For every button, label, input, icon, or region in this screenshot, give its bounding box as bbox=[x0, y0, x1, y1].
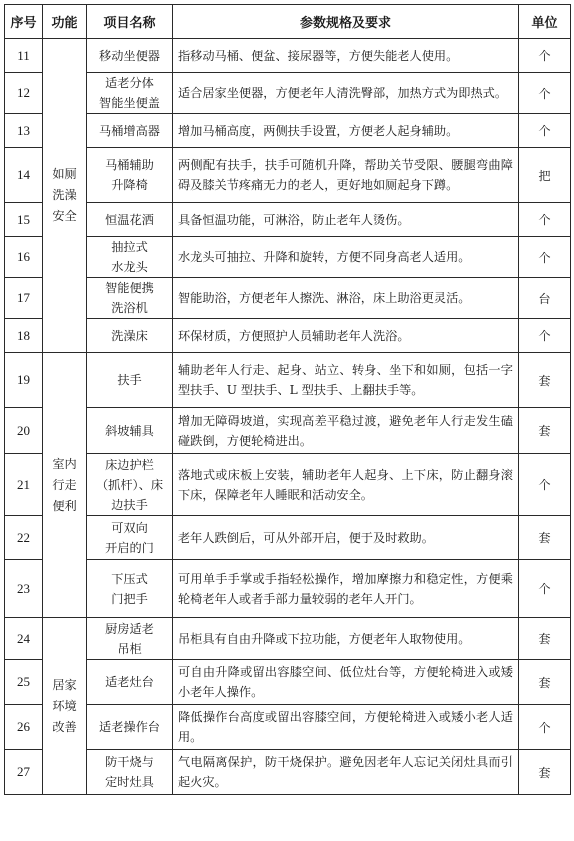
item-spec: 增加马桶高度，两侧扶手设置，方便老人起身辅助。 bbox=[173, 114, 519, 148]
table-row bbox=[5, 516, 571, 560]
item-unit: 套 bbox=[519, 618, 571, 660]
table-body bbox=[5, 39, 571, 795]
item-unit: 个 bbox=[519, 203, 571, 237]
item-unit: 套 bbox=[519, 353, 571, 408]
item-unit: 个 bbox=[519, 705, 571, 750]
item-spec: 指移动马桶、便盆、接尿器等，方便失能老人使用。 bbox=[173, 39, 519, 73]
item-name: 斜坡辅具 bbox=[87, 408, 173, 454]
item-unit: 套 bbox=[519, 660, 571, 705]
header-seq: 序号 bbox=[5, 5, 43, 39]
item-spec: 老年人跌倒后，可从外部开启，便于及时救助。 bbox=[173, 516, 519, 560]
item-name: 适老分体 智能坐便盖 bbox=[87, 73, 173, 114]
item-unit: 个 bbox=[519, 73, 571, 114]
table-row bbox=[5, 705, 571, 750]
table-row bbox=[5, 454, 571, 516]
item-spec: 智能助浴，方便老年人擦洗、淋浴，床上助浴更灵活。 bbox=[173, 278, 519, 319]
item-name: 下压式 门把手 bbox=[87, 560, 173, 618]
item-name: 床边护栏 （抓杆）、床 边扶手 bbox=[87, 454, 173, 516]
row-number: 20 bbox=[5, 408, 43, 454]
item-spec: 两侧配有扶手，扶手可随机升降，帮助关节受限、腰腿弯曲障碍及膝关节疼痛无力的老人，更好地如厕起身下蹲。 bbox=[173, 148, 519, 203]
item-spec: 吊柜具有自由升降或下拉功能，方便老年人取物使用。 bbox=[173, 618, 519, 660]
row-number: 24 bbox=[5, 618, 43, 660]
table-row bbox=[5, 278, 571, 319]
item-unit: 套 bbox=[519, 408, 571, 454]
item-unit: 个 bbox=[519, 237, 571, 278]
header-unit: 单位 bbox=[519, 5, 571, 39]
item-unit: 个 bbox=[519, 319, 571, 353]
function-category: 室内 行走 便利 bbox=[43, 353, 87, 618]
row-number: 27 bbox=[5, 750, 43, 795]
table-row bbox=[5, 408, 571, 454]
item-unit: 台 bbox=[519, 278, 571, 319]
header-function: 功能 bbox=[43, 5, 87, 39]
item-name: 恒温花洒 bbox=[87, 203, 173, 237]
function-category: 居家 环境 改善 bbox=[43, 618, 87, 795]
table-row bbox=[5, 353, 571, 408]
row-number: 12 bbox=[5, 73, 43, 114]
header-spec: 参数规格及要求 bbox=[173, 5, 519, 39]
header-item: 项目名称 bbox=[87, 5, 173, 39]
item-name: 适老操作台 bbox=[87, 705, 173, 750]
item-name: 扶手 bbox=[87, 353, 173, 408]
item-spec: 辅助老年人行走、起身、站立、转身、坐下和如厕，包括一字型扶手、U 型扶手、L 型扶手、上翻扶手等。 bbox=[173, 353, 519, 408]
item-name: 智能便携 洗浴机 bbox=[87, 278, 173, 319]
item-name: 防干烧与 定时灶具 bbox=[87, 750, 173, 795]
row-number: 23 bbox=[5, 560, 43, 618]
table-row bbox=[5, 237, 571, 278]
item-unit: 个 bbox=[519, 39, 571, 73]
item-name: 适老灶台 bbox=[87, 660, 173, 705]
row-number: 26 bbox=[5, 705, 43, 750]
row-number: 18 bbox=[5, 319, 43, 353]
item-name: 移动坐便器 bbox=[87, 39, 173, 73]
item-unit: 个 bbox=[519, 560, 571, 618]
item-spec: 降低操作台高度或留出容膝空间，方便轮椅进入或矮小老人适用。 bbox=[173, 705, 519, 750]
row-number: 13 bbox=[5, 114, 43, 148]
item-spec: 气电隔离保护，防干烧保护。避免因老年人忘记关闭灶具而引起火灾。 bbox=[173, 750, 519, 795]
row-number: 17 bbox=[5, 278, 43, 319]
table-row bbox=[5, 39, 571, 73]
table-row bbox=[5, 660, 571, 705]
row-number: 19 bbox=[5, 353, 43, 408]
table-row bbox=[5, 114, 571, 148]
row-number: 16 bbox=[5, 237, 43, 278]
function-category: 如厕 洗澡 安全 bbox=[43, 39, 87, 353]
item-name: 可双向 开启的门 bbox=[87, 516, 173, 560]
row-number: 15 bbox=[5, 203, 43, 237]
item-spec: 可自由升降或留出容膝空间、低位灶台等，方便轮椅进入或矮小老年人操作。 bbox=[173, 660, 519, 705]
table-row bbox=[5, 203, 571, 237]
item-unit: 套 bbox=[519, 516, 571, 560]
item-spec: 落地式或床板上安装，辅助老年人起身、上下床，防止翻身滚下床，保障老年人睡眠和活动安全。 bbox=[173, 454, 519, 516]
item-spec: 水龙头可抽拉、升降和旋转，方便不同身高老人适用。 bbox=[173, 237, 519, 278]
item-unit: 套 bbox=[519, 750, 571, 795]
item-spec: 环保材质，方便照护人员辅助老年人洗浴。 bbox=[173, 319, 519, 353]
row-number: 11 bbox=[5, 39, 43, 73]
table-row bbox=[5, 560, 571, 618]
item-name: 马桶增高器 bbox=[87, 114, 173, 148]
item-spec: 增加无障碍坡道，实现高差平稳过渡，避免老年人行走发生磕碰跌倒，方便轮椅进出。 bbox=[173, 408, 519, 454]
item-unit: 个 bbox=[519, 114, 571, 148]
row-number: 14 bbox=[5, 148, 43, 203]
table-row bbox=[5, 319, 571, 353]
item-unit: 个 bbox=[519, 454, 571, 516]
item-name: 洗澡床 bbox=[87, 319, 173, 353]
table-row bbox=[5, 618, 571, 660]
item-spec: 适合居家坐便器，方便老年人清洗臀部，加热方式为即热式。 bbox=[173, 73, 519, 114]
row-number: 25 bbox=[5, 660, 43, 705]
item-name: 马桶辅助 升降椅 bbox=[87, 148, 173, 203]
item-unit: 把 bbox=[519, 148, 571, 203]
header-row bbox=[5, 5, 571, 39]
table-row bbox=[5, 73, 571, 114]
table-row bbox=[5, 148, 571, 203]
row-number: 21 bbox=[5, 454, 43, 516]
table-row bbox=[5, 750, 571, 795]
item-spec: 可用单手手掌或手指轻松操作，增加摩擦力和稳定性，方便乘轮椅老年人或者手部力量较弱的老年人开门。 bbox=[173, 560, 519, 618]
row-number: 22 bbox=[5, 516, 43, 560]
item-name: 抽拉式 水龙头 bbox=[87, 237, 173, 278]
item-spec: 具备恒温功能，可淋浴，防止老年人烫伤。 bbox=[173, 203, 519, 237]
equipment-table bbox=[4, 4, 571, 795]
item-name: 厨房适老 吊柜 bbox=[87, 618, 173, 660]
